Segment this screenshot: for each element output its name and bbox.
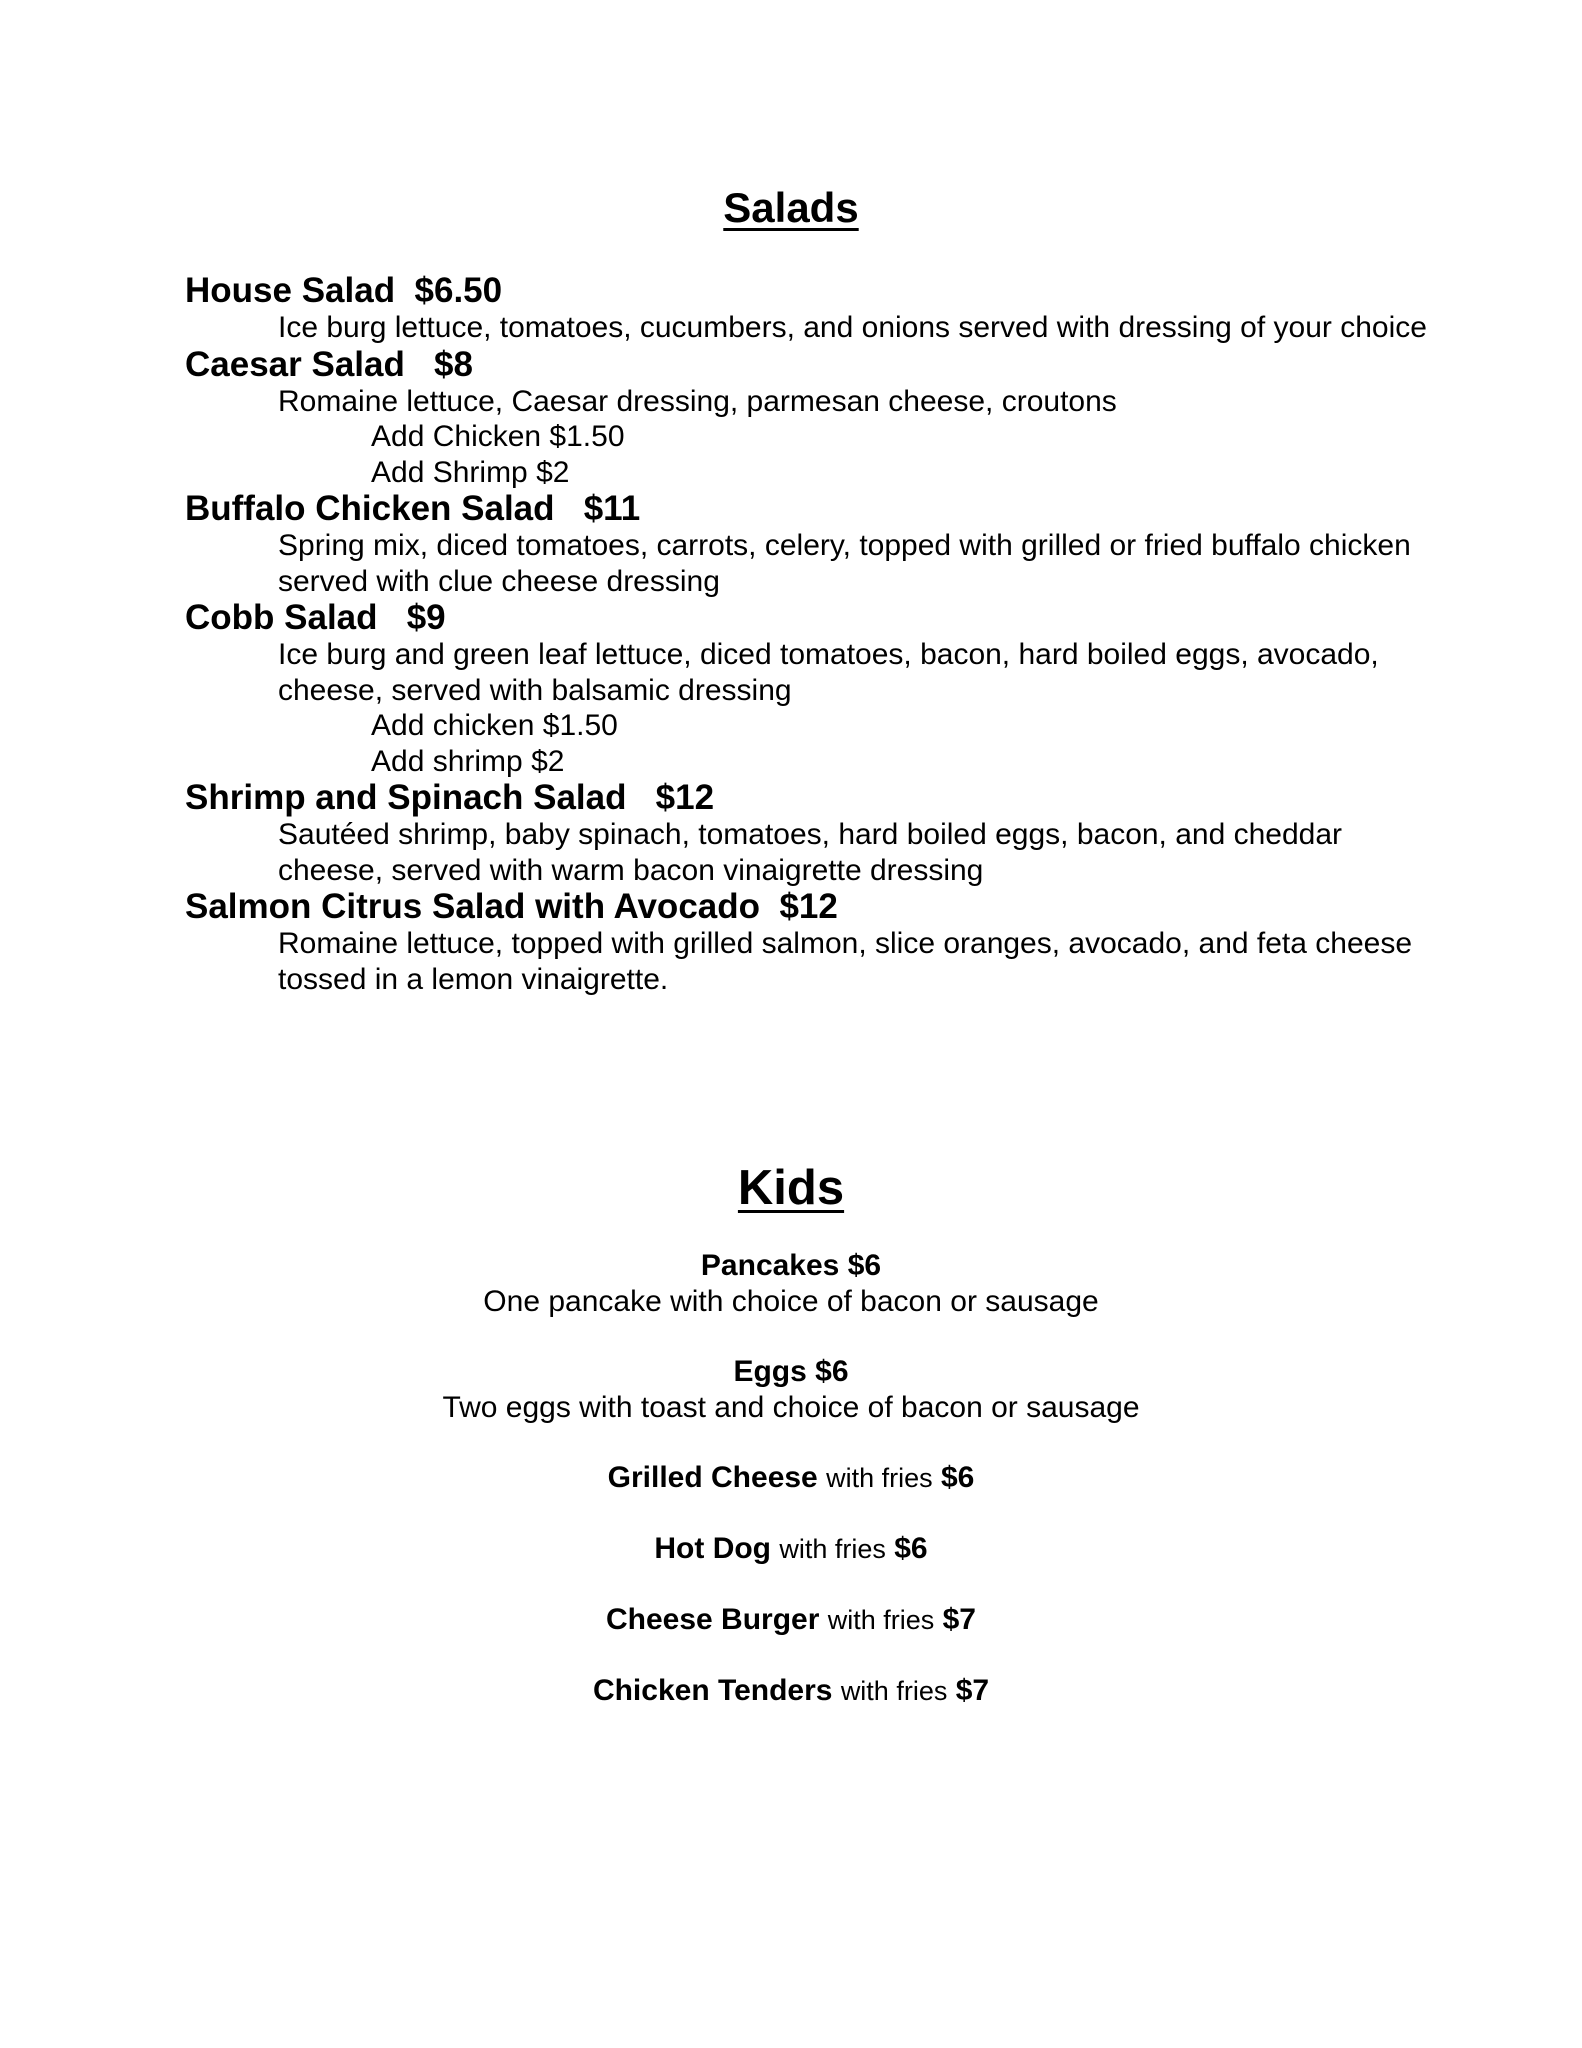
salad-item-house [185, 272, 1445, 346]
kids-item-side: with fries [840, 1676, 948, 1706]
salad-description: Spring mix, diced tomatoes, carrots, celery, topped with grilled or fried buffalo chicken served with clue cheese dressing [278, 529, 1411, 598]
salad-name: Buffalo Chicken Salad $11 [185, 489, 641, 528]
salad-addon: Add chicken $1.50 [371, 709, 618, 742]
kids-item-description: Two eggs with toast and choice of bacon or sausage [442, 1391, 1140, 1424]
kids-item-name: Chicken Tenders [592, 1674, 833, 1707]
salad-item-cobb [185, 599, 1445, 779]
salad-addon: Add Shrimp $2 [371, 455, 570, 489]
kids-item-name: Grilled Cheese [607, 1461, 818, 1494]
kids-item-pancakes [0, 1248, 1582, 1320]
salad-item-buffalo-chicken [185, 490, 1445, 599]
kids-item-cheese-burger [0, 1602, 1582, 1638]
kids-item-price: $7 [942, 1603, 976, 1636]
salad-item-caesar [185, 346, 1445, 491]
kids-heading: Kids [737, 1161, 845, 1215]
kids-item-side: with fries [826, 1463, 933, 1493]
salad-description: Romaine lettuce, topped with grilled salmon, slice oranges, avocado, and feta cheese tossed in a lemon vinaigrette. [278, 927, 1413, 996]
salad-item-shrimp-spinach [185, 779, 1445, 888]
salad-description: Sautéed shrimp, baby spinach, tomatoes, hard boiled eggs, bacon, and cheddar cheese, served with warm bacon vinaigrette dressing [278, 818, 1343, 887]
kids-item-grilled-cheese [0, 1460, 1582, 1496]
salad-name: House Salad $6.50 [185, 271, 503, 310]
salad-addon: Add Chicken $1.50 [371, 420, 625, 453]
kids-item-hot-dog [0, 1531, 1582, 1567]
kids-item-price: $7 [955, 1674, 990, 1707]
salad-addon: Add shrimp $2 [371, 744, 565, 778]
kids-item-name: Pancakes $6 [700, 1249, 882, 1282]
kids-item-side: with fries [779, 1534, 886, 1564]
kids-list [0, 1248, 1582, 1709]
kids-item-chicken-tenders [0, 1673, 1582, 1709]
kids-item-side: with fries [827, 1605, 935, 1635]
salad-name: Cobb Salad $9 [185, 598, 446, 637]
salads-list [185, 272, 1445, 997]
salad-name: Shrimp and Spinach Salad $12 [185, 778, 715, 817]
salad-name: Salmon Citrus Salad with Avocado $12 [185, 887, 838, 926]
salad-description: Romaine lettuce, Caesar dressing, parmesan cheese, croutons [278, 384, 1117, 418]
kids-item-price: $6 [894, 1532, 928, 1565]
kids-item-eggs [0, 1354, 1582, 1426]
salad-description: Ice burg and green leaf lettuce, diced tomatoes, bacon, hard boiled eggs, avocado, cheese, served with balsamic dressing [278, 638, 1379, 707]
kids-item-name: Cheese Burger [605, 1603, 820, 1636]
salad-name: Caesar Salad $8 [185, 344, 473, 384]
kids-item-price: $6 [940, 1461, 975, 1494]
salad-description: Ice burg lettuce, tomatoes, cucumbers, and onions served with dressing of your choice [278, 311, 1427, 344]
kids-item-description: One pancake with choice of bacon or sausage [483, 1285, 1099, 1318]
kids-item-name: Eggs $6 [733, 1355, 849, 1388]
salad-item-salmon-citrus [185, 888, 1445, 997]
salads-heading: Salads [723, 184, 859, 231]
kids-item-name: Hot Dog [654, 1532, 772, 1565]
